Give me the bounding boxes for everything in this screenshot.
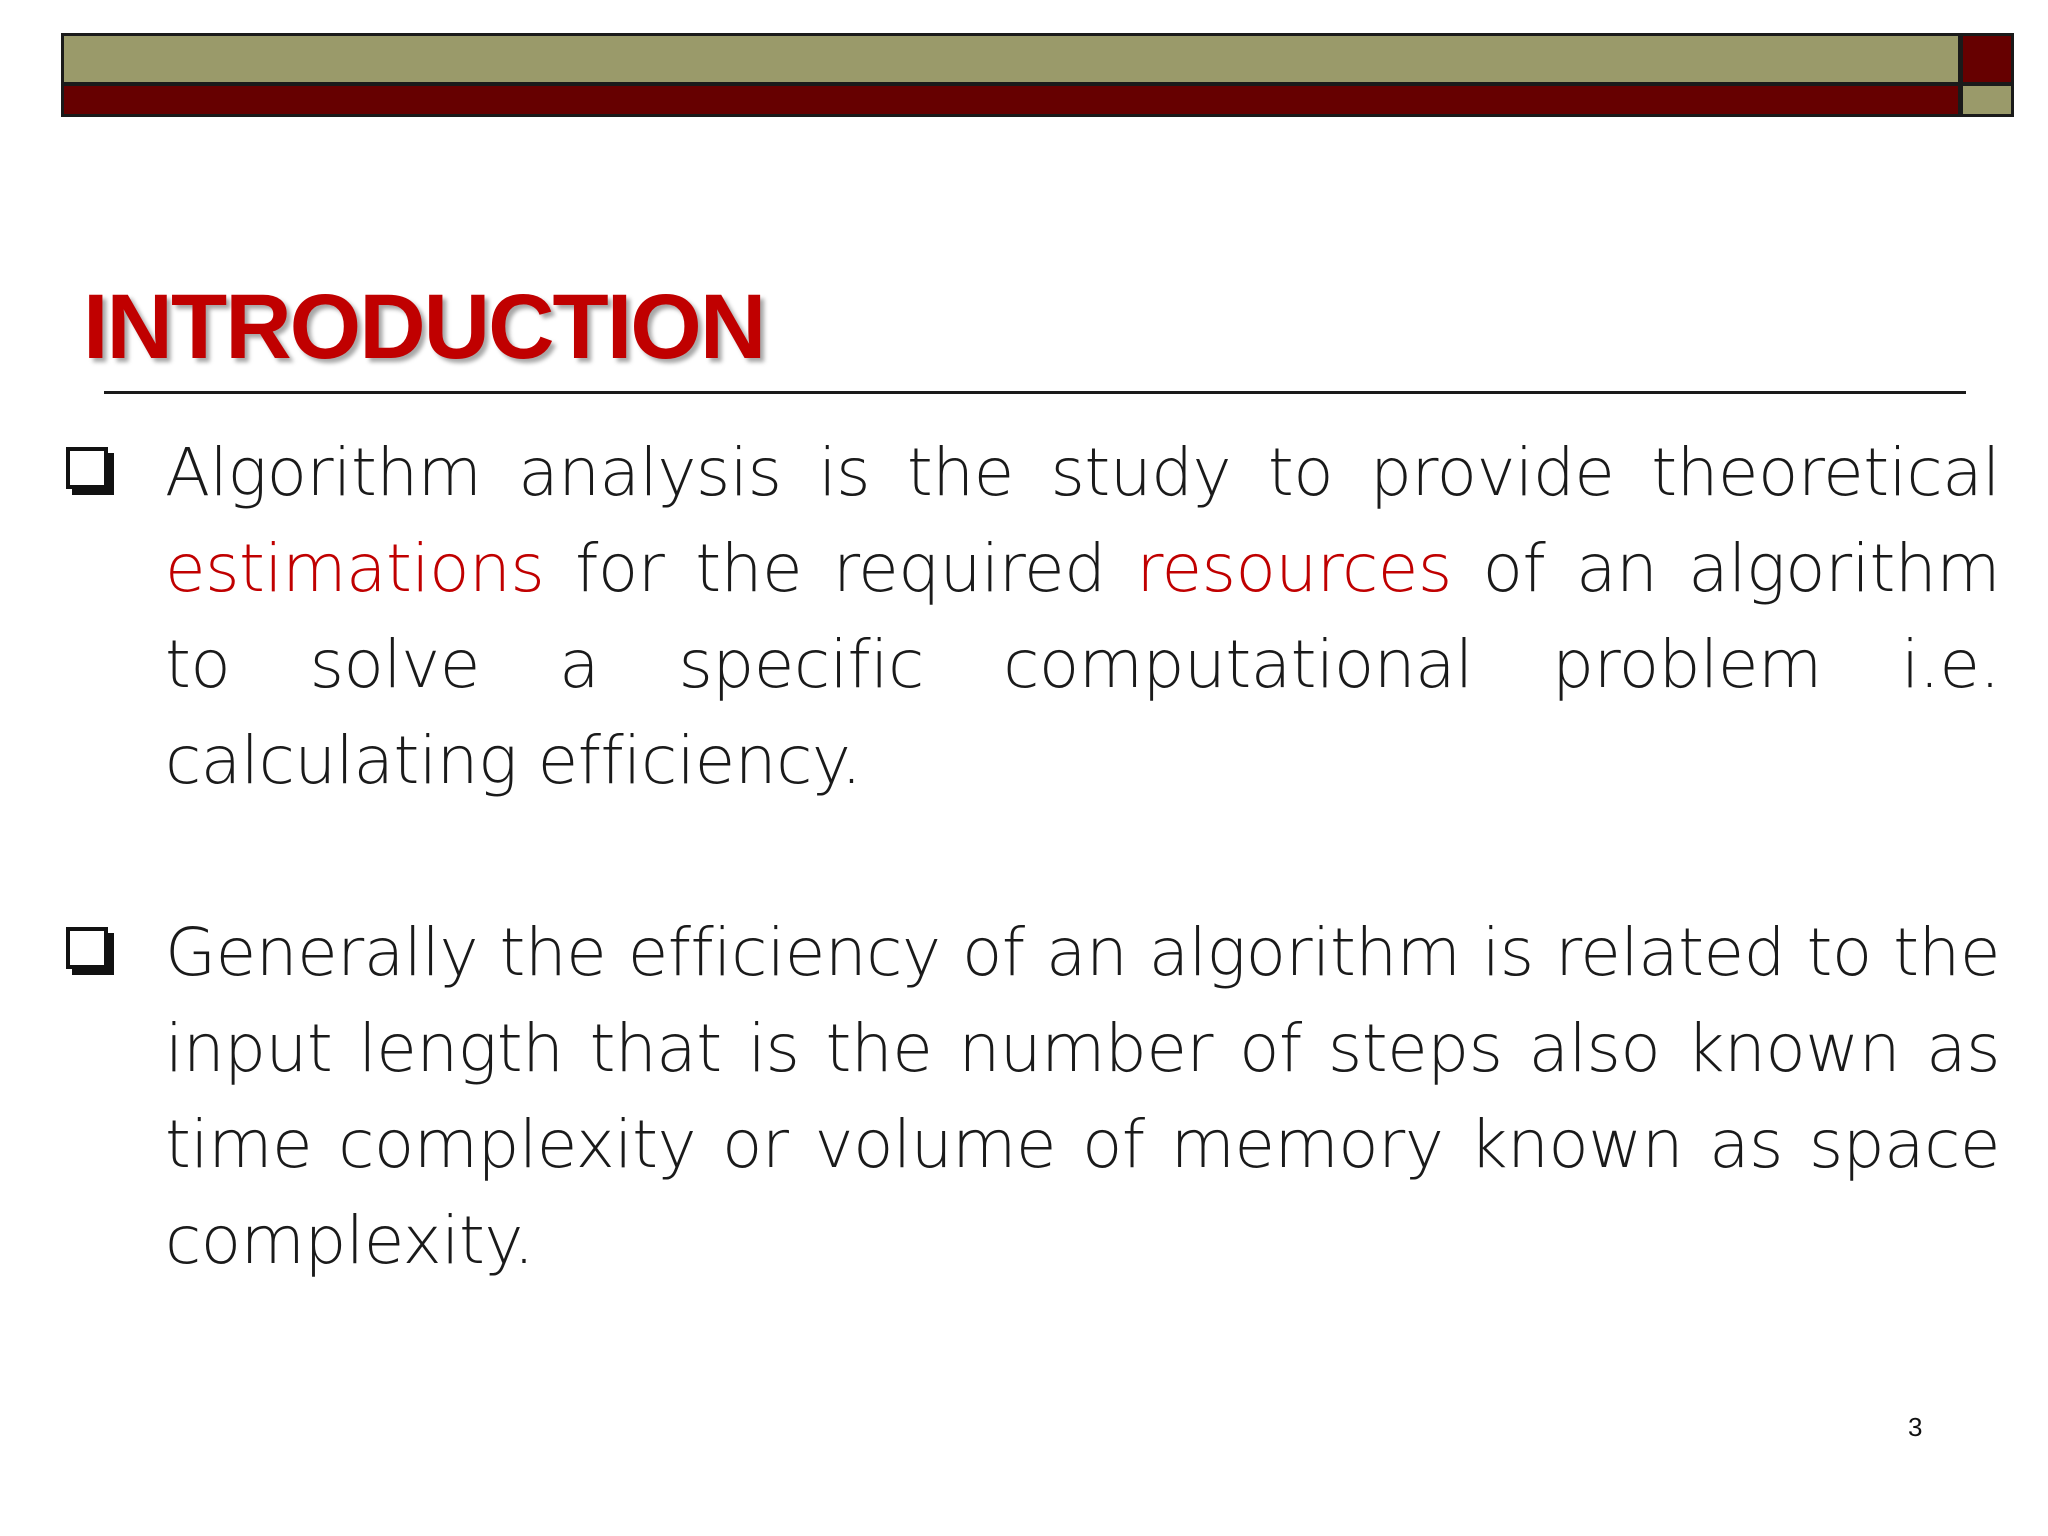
checkbox-square-icon	[66, 447, 108, 489]
header-band-dark-red	[61, 83, 1961, 117]
bullet-item-algorithm-analysis	[66, 425, 2001, 809]
slide-title: INTRODUCTION	[83, 276, 765, 378]
highlight-resources: resources	[1136, 530, 1452, 607]
header-band-olive	[61, 33, 1961, 85]
checkbox-square-icon	[66, 927, 108, 969]
highlight-estimations: estimations	[165, 530, 545, 607]
header-corner-square-red	[1960, 33, 2014, 85]
header-corner-square-olive	[1960, 83, 2014, 117]
bullet-text-part: Algorithm analysis is the study to provide theoretical	[165, 434, 2000, 511]
title-divider	[104, 391, 1966, 394]
page-number: 3	[1908, 1412, 1923, 1442]
bullet-text-part: for the required	[544, 530, 1137, 607]
bullet-text: Generally the efficiency of an algorithm is related to the input length that is the number of steps also known as time complexity or volume of memory known as space complexity.	[165, 914, 2000, 1279]
bullet-item-efficiency	[66, 905, 2001, 1289]
bullet-text-part: of an algorithm to solve a specific computational problem i.e. calculating efficiency.	[165, 530, 2000, 799]
bullet-text	[165, 425, 2000, 809]
